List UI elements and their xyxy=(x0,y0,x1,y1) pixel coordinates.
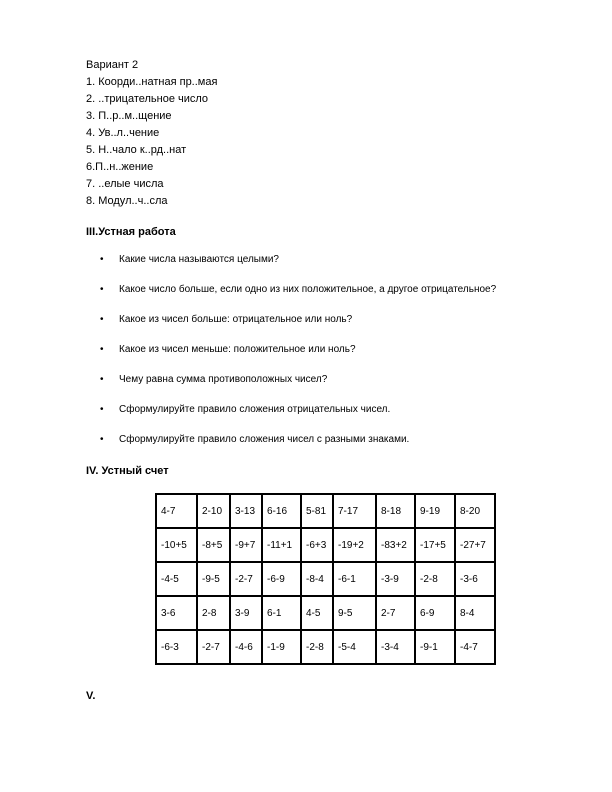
table-cell: -6-9 xyxy=(262,562,301,596)
variant-item: 1. Коорди..натная пр..мая xyxy=(86,76,218,88)
table-cell: -17+5 xyxy=(415,528,455,562)
table-cell: -6-1 xyxy=(333,562,376,596)
table-cell: -83+2 xyxy=(376,528,415,562)
table-cell: -10+5 xyxy=(156,528,197,562)
table-cell: -6+3 xyxy=(301,528,333,562)
bullet-icon: • xyxy=(100,254,104,265)
table-cell: 7-17 xyxy=(333,494,376,528)
bullet-icon: • xyxy=(100,344,104,355)
table-cell: 8-4 xyxy=(455,596,495,630)
table-cell: -2-8 xyxy=(415,562,455,596)
table-row xyxy=(156,494,495,528)
variant-item: 7. ..елые числа xyxy=(86,178,164,190)
variant-block xyxy=(86,57,217,210)
table-cell: 2-10 xyxy=(197,494,230,528)
variant-item: 4. Ув..л..чение xyxy=(86,127,160,139)
bullet-icon: • xyxy=(100,434,104,445)
table-cell: -4-7 xyxy=(455,630,495,664)
table-cell: -8-4 xyxy=(301,562,333,596)
table-cell: -3-9 xyxy=(376,562,415,596)
variant-item: 6.П..н..жение xyxy=(86,161,154,173)
table-cell: 3-6 xyxy=(156,596,197,630)
table-cell: -19+2 xyxy=(333,528,376,562)
table-cell: 4-7 xyxy=(156,494,197,528)
section-3-heading: III.Устная работа xyxy=(86,226,176,238)
bullet-icon: • xyxy=(100,404,104,415)
table-cell: -3-4 xyxy=(376,630,415,664)
table-cell: -8+5 xyxy=(197,528,230,562)
variant-item: 3. П..р..м..щение xyxy=(86,110,172,122)
table-cell: 6-16 xyxy=(262,494,301,528)
bullet-icon: • xyxy=(100,374,104,385)
table-cell: -9-1 xyxy=(415,630,455,664)
table-cell: -4-5 xyxy=(156,562,197,596)
table-cell: -4-6 xyxy=(230,630,262,664)
table-cell: -27+7 xyxy=(455,528,495,562)
table-cell: -5-4 xyxy=(333,630,376,664)
variant-item: 2. ..трицательное число xyxy=(86,93,209,105)
question-text: Сформулируйте правило сложения чисел с разными знаками. xyxy=(119,434,410,445)
mental-math-table xyxy=(155,493,496,665)
table-cell: -2-7 xyxy=(197,630,230,664)
section-4-heading: IV. Устный счет xyxy=(86,465,169,477)
table-cell: 2-8 xyxy=(197,596,230,630)
question-text: Какое число больше, если одно из них положительное, а другое отрицательное? xyxy=(119,284,497,295)
table-cell: -9-5 xyxy=(197,562,230,596)
variant-item: 5. Н..чало к..рд..нат xyxy=(86,144,187,156)
table-cell: 9-19 xyxy=(415,494,455,528)
table-row xyxy=(156,528,495,562)
question-text: Сформулируйте правило сложения отрицательных чисел. xyxy=(119,404,391,415)
section-5-heading: V. xyxy=(86,690,96,702)
table-row xyxy=(156,596,495,630)
bullet-icon: • xyxy=(100,314,104,325)
table-cell: -11+1 xyxy=(262,528,301,562)
table-cell: 6-9 xyxy=(415,596,455,630)
table-cell: 6-1 xyxy=(262,596,301,630)
question-text: Какие числа называются целыми? xyxy=(119,254,279,265)
table-cell: 9-5 xyxy=(333,596,376,630)
table-cell: -2-8 xyxy=(301,630,333,664)
question-text: Какое из чисел больше: отрицательное или ноль? xyxy=(119,314,353,325)
table-cell: -9+7 xyxy=(230,528,262,562)
table-cell: -1-9 xyxy=(262,630,301,664)
table-cell: 8-18 xyxy=(376,494,415,528)
question-text: Какое из чисел меньше: положительное или ноль? xyxy=(119,344,356,355)
bullet-icon: • xyxy=(100,284,104,295)
variant-title: Вариант 2 xyxy=(86,59,139,71)
table-body xyxy=(156,494,495,664)
table-row xyxy=(156,562,495,596)
table-cell: 3-9 xyxy=(230,596,262,630)
table-cell: -2-7 xyxy=(230,562,262,596)
table-row xyxy=(156,630,495,664)
table-cell: -3-6 xyxy=(455,562,495,596)
table-cell: 3-13 xyxy=(230,494,262,528)
table-cell: 8-20 xyxy=(455,494,495,528)
variant-item: 8. Модул..ч..сла xyxy=(86,195,168,207)
table-cell: 5-81 xyxy=(301,494,333,528)
question-text: Чему равна сумма противоположных чисел? xyxy=(119,374,328,385)
table-cell: 4-5 xyxy=(301,596,333,630)
table-cell: 2-7 xyxy=(376,596,415,630)
table-cell: -6-3 xyxy=(156,630,197,664)
